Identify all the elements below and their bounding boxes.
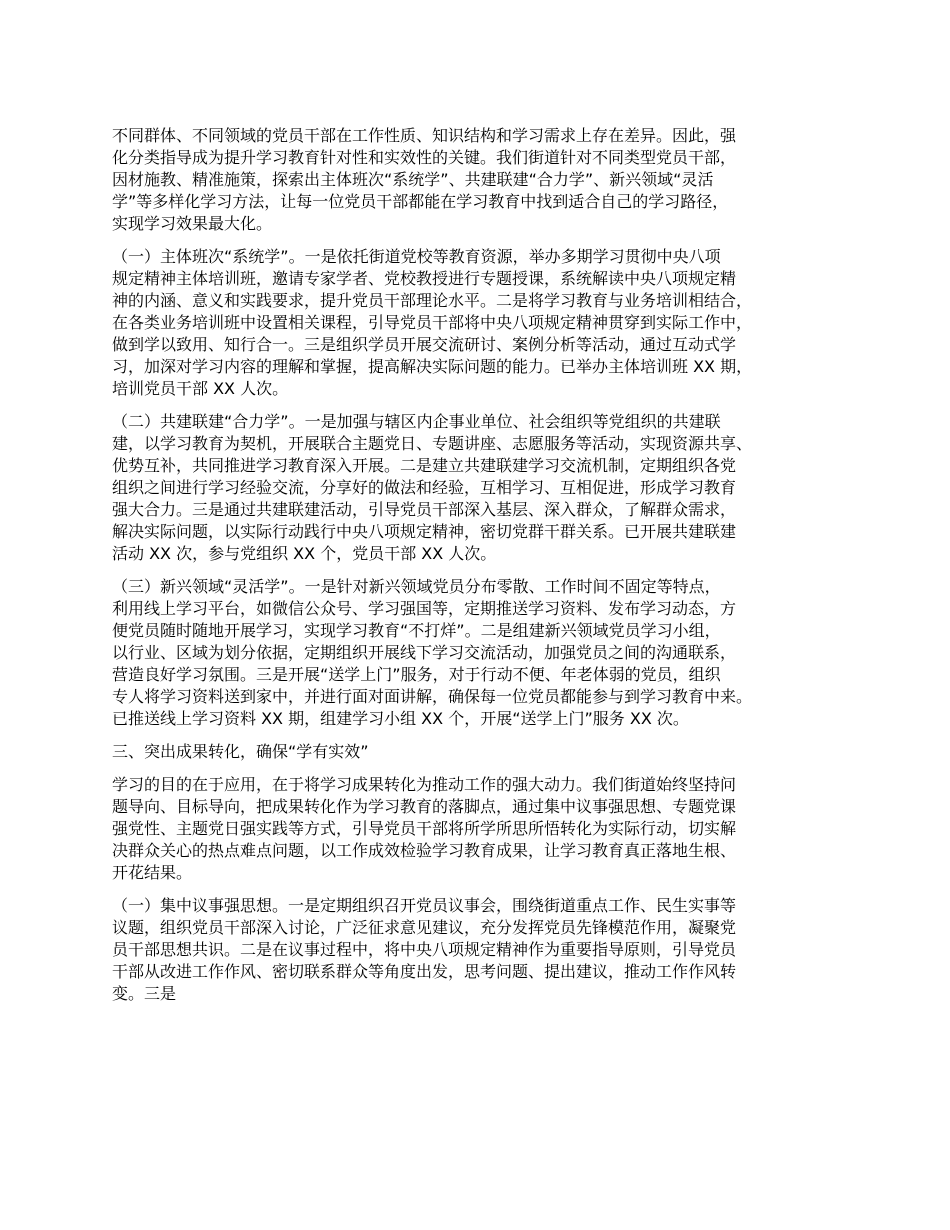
text-line: 便党员随时随地开展学习，实现学习教育“不打烊”。二是组建新兴领域党员学习小组， bbox=[112, 621, 721, 640]
text-line: （三）新兴领域“灵活学”。一是针对新兴领域党员分布零散、工作时间不固定等特点， bbox=[112, 577, 721, 596]
document-page bbox=[112, 125, 856, 1016]
text-line: 以行业、区域为划分依据，定期组织开展线下学习交流活动，加强党员之间的沟通联系， bbox=[112, 643, 737, 662]
text-line: （一）主体班次“系统学”。一是依托街道党校等教育资源，举办多期学习贯彻中央八项 bbox=[112, 247, 721, 266]
text-line: 实现学习效果最大化。 bbox=[112, 214, 273, 233]
text-line: 规定精神主体培训班，邀请专家学者、党校教授进行专题授课，系统解读中央八项规定精 bbox=[112, 269, 737, 288]
section-emerging-fields-paragraph bbox=[112, 576, 856, 730]
text-line: 干部从改进工作作风、密切联系群众等角度出发，思考问题、提出建议，推动工作作风转 bbox=[112, 962, 737, 981]
section-heading: 三、突出成果转化，确保“学有实效” bbox=[112, 742, 369, 761]
text-line: 员干部思想共识。二是在议事过程中，将中央八项规定精神作为重要指导原则，引导党员 bbox=[112, 940, 737, 959]
text-line: （二）共建联建“合力学”。一是加强与辖区内企事业单位、社会组织等党组织的共建联 bbox=[112, 412, 721, 431]
text-line: 培训党员干部 XX 人次。 bbox=[112, 379, 289, 398]
text-line: 建，以学习教育为契机，开展联合主题党日、专题讲座、志愿服务等活动，实现资源共享、 bbox=[112, 434, 753, 453]
results-intro-paragraph bbox=[112, 774, 856, 884]
text-line: 议题，组织党员干部深入讨论，广泛征求意见建议，充分发挥党员先锋模范作用，凝聚党 bbox=[112, 918, 737, 937]
section-collective-discussion-paragraph bbox=[112, 895, 856, 1005]
text-line: 因材施教、精准施策，探索出主体班次“系统学”、共建联建“合力学”、新兴领域“灵活 bbox=[112, 170, 714, 189]
text-line: 在各类业务培训班中设置相关课程，引导党员干部将中央八项规定精神贯穿到实际工作中， bbox=[112, 313, 753, 332]
text-line: （一）集中议事强思想。一是定期组织召开党员议事会，围绕街道重点工作、民生实事等 bbox=[112, 896, 737, 915]
section-main-class-paragraph bbox=[112, 246, 856, 400]
text-line: 强大合力。三是通过共建联建活动，引导党员干部深入基层、深入群众，了解群众需求， bbox=[112, 500, 737, 519]
text-line: 不同群体、不同领域的党员干部在工作性质、知识结构和学习需求上存在差异。因此，强 bbox=[112, 126, 737, 145]
text-line: 习，加深对学习内容的理解和掌握，提高解决实际问题的能力。已举办主体培训班 XX 期， bbox=[112, 357, 753, 376]
text-line: 营造良好学习氛围。三是开展“送学上门”服务，对于行动不便、年老体弱的党员，组织 bbox=[112, 665, 721, 684]
text-line: 开花结果。 bbox=[112, 863, 193, 882]
text-line: 利用线上学习平台，如微信公众号、学习强国等，定期推送学习资料、发布学习动态，方 bbox=[112, 599, 737, 618]
section-joint-building-paragraph bbox=[112, 411, 856, 565]
text-line: 解决实际问题，以实际行动践行中央八项规定精神，密切党群干群关系。已开展共建联建 bbox=[112, 522, 737, 541]
text-line: 组织之间进行学习经验交流，分享好的做法和经验，互相学习、互相促进，形成学习教育 bbox=[112, 478, 737, 497]
text-line: 活动 XX 次，参与党组织 XX 个，党员干部 XX 人次。 bbox=[112, 544, 497, 563]
text-line: 专人将学习资料送到家中，并进行面对面讲解，确保每一位党员都能参与到学习教育中来。 bbox=[112, 687, 753, 706]
text-line: 学习的目的在于应用，在于将学习成果转化为推动工作的强大动力。我们街道始终坚持问 bbox=[112, 775, 737, 794]
text-line: 优势互补，共同推进学习教育深入开展。二是建立共建联建学习交流机制，定期组织各党 bbox=[112, 456, 737, 475]
text-line: 变。三是 bbox=[112, 984, 177, 1003]
text-line: 化分类指导成为提升学习教育针对性和实效性的关键。我们街道针对不同类型党员干部， bbox=[112, 148, 737, 167]
text-line: 强党性、主题党日强实践等方式，引导党员干部将所学所思所悟转化为实际行动，切实解 bbox=[112, 819, 737, 838]
intro-paragraph bbox=[112, 125, 856, 235]
text-line: 神的内涵、意义和实践要求，提升党员干部理论水平。二是将学习教育与业务培训相结合， bbox=[112, 291, 753, 310]
text-line: 题导向、目标导向，把成果转化作为学习教育的落脚点，通过集中议事强思想、专题党课 bbox=[112, 797, 737, 816]
text-line: 学”等多样化学习方法，让每一位党员干部都能在学习教育中找到适合自己的学习路径， bbox=[112, 192, 729, 211]
text-line: 做到学以致用、知行合一。三是组织学员开展交流研讨、案例分析等活动，通过互动式学 bbox=[112, 335, 737, 354]
text-line: 已推送线上学习资料 XX 期，组建学习小组 XX 个，开展“送学上门”服务 XX 次。 bbox=[112, 709, 689, 728]
text-line: 决群众关心的热点难点问题，以工作成效检验学习教育成果，让学习教育真正落地生根、 bbox=[112, 841, 737, 860]
